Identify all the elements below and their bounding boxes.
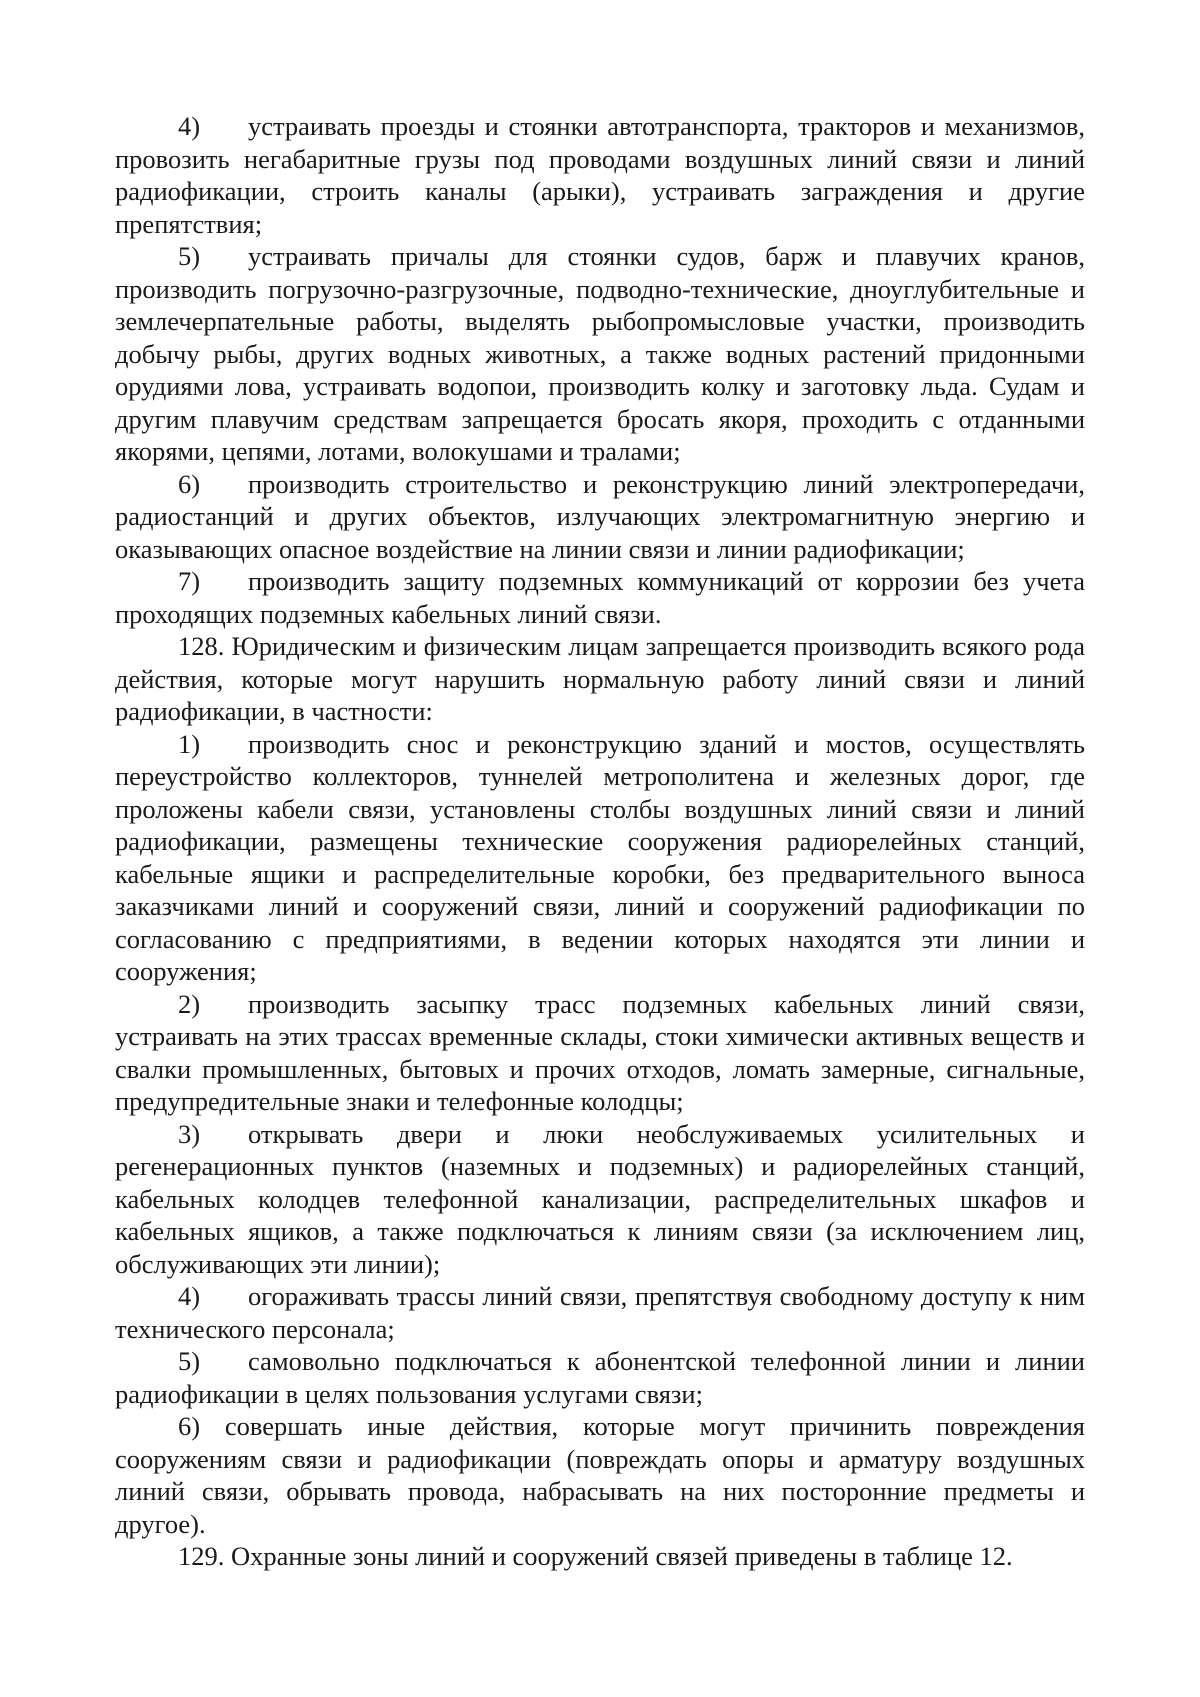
list-item	[115, 565, 1085, 630]
section-paragraph	[115, 1540, 1085, 1573]
item-number: 5)	[178, 1346, 201, 1376]
item-text: производить строительство и реконструкцию линий электропередачи, радиостанций и других объектов, излучающих электромагнитную энергию и оказывающих опасное воздействие на линии связи и линии радиофикации;	[115, 468, 1085, 564]
paragraph-text: 129. Охранные зоны линий и сооружений связей приведены в таблице 12.	[178, 1541, 1013, 1571]
item-number: 7)	[178, 566, 201, 596]
item-text: совершать иные действия, которые могут причинить повреждения сооружениям связи и радиофикации (повреждать опоры и арматуру воздушных линий связи, обрывать провода, набрасывать на них посторонние предметы и другое).	[115, 1411, 1086, 1539]
paragraph-text: 128. Юридическим и физическим лицам запрещается производить всякого рода действия, которые могут нарушить нормальную работу линий связи и линий радиофикации, в частности:	[115, 631, 1085, 726]
list-item	[115, 1280, 1085, 1345]
section-paragraph	[115, 630, 1085, 728]
list-item	[115, 110, 1085, 240]
list-item	[115, 468, 1085, 566]
item-number: 6)	[178, 1411, 201, 1441]
item-text: производить засыпку трасс подземных кабельных линий связи, устраивать на этих трассах временные склады, стоки химически активных веществ и свалки промышленных, бытовых и прочих отходов, ломать замерные, сигнальные, предупредительные знаки и телефонные колодцы;	[115, 988, 1085, 1116]
item-number: 2)	[178, 988, 201, 1019]
item-text: открывать двери и люки необслуживаемых усилительных и регенерационных пунктов (наземных и подземных) и радиорелейных станций, кабельных колодцев телефонной канализации, распределительных шкафов и кабельных ящиков, а также подключаться к линиям связи (за исключением лиц, обслуживающих эти линии);	[115, 1118, 1085, 1279]
list-item	[115, 988, 1085, 1118]
item-text: производить защиту подземных коммуникаций от коррозии без учета проходящих подземных кабельных линий связи.	[115, 566, 1085, 629]
item-number: 3)	[178, 1118, 201, 1149]
item-text: устраивать причалы для стоянки судов, барж и плавучих кранов, производить погрузочно-разгрузочные, подводно-технические, дноуглубительные и землечерпательные работы, выделять рыбопромысловые участки, производить добычу рыбы, других водных животных, а также водных растений придонными орудиями лова, устраивать водопои, производить колку и заготовку льда. Судам и другим плавучим средствам запрещается бросать якоря, проходить с отданными якорями, цепями, лотами, волокушами и тралами;	[115, 241, 1085, 466]
item-number: 6)	[178, 468, 201, 499]
list-item	[115, 240, 1085, 468]
list-item	[115, 1410, 1085, 1540]
item-text: производить снос и реконструкцию зданий и мостов, осуществлять переустройство коллекторов, туннелей метрополитена и железных дорог, где проложены кабели связи, установлены столбы воздушных линий связи и линий радиофикации, размещены технические сооружения радиорелейных станций, кабельные ящики и распределительные коробки, без предварительного выноса заказчиками линий и сооружений связи, линий и сооружений радиофикации по согласованию с предприятиями, в ведении которых находятся эти линии и сооружения;	[115, 728, 1085, 986]
item-number: 5)	[178, 241, 201, 271]
item-number: 1)	[178, 728, 201, 759]
list-item	[115, 1345, 1085, 1410]
list-item	[115, 1118, 1085, 1281]
item-text: огораживать трассы линий связи, препятствуя свободному доступу к ним технического персонала;	[115, 1281, 1085, 1344]
item-text: устраивать проезды и стоянки автотранспорта, тракторов и механизмов, провозить негабаритные грузы под проводами воздушных линий связи и линий радиофикации, строить каналы (арыки), устраивать заграждения и другие препятствия;	[115, 111, 1085, 239]
item-number: 4)	[178, 111, 201, 141]
document-page	[115, 110, 1085, 1573]
item-text: самовольно подключаться к абонентской телефонной линии и линии радиофикации в целях пользования услугами связи;	[115, 1346, 1085, 1409]
list-item	[115, 728, 1085, 988]
item-number: 4)	[178, 1281, 201, 1311]
